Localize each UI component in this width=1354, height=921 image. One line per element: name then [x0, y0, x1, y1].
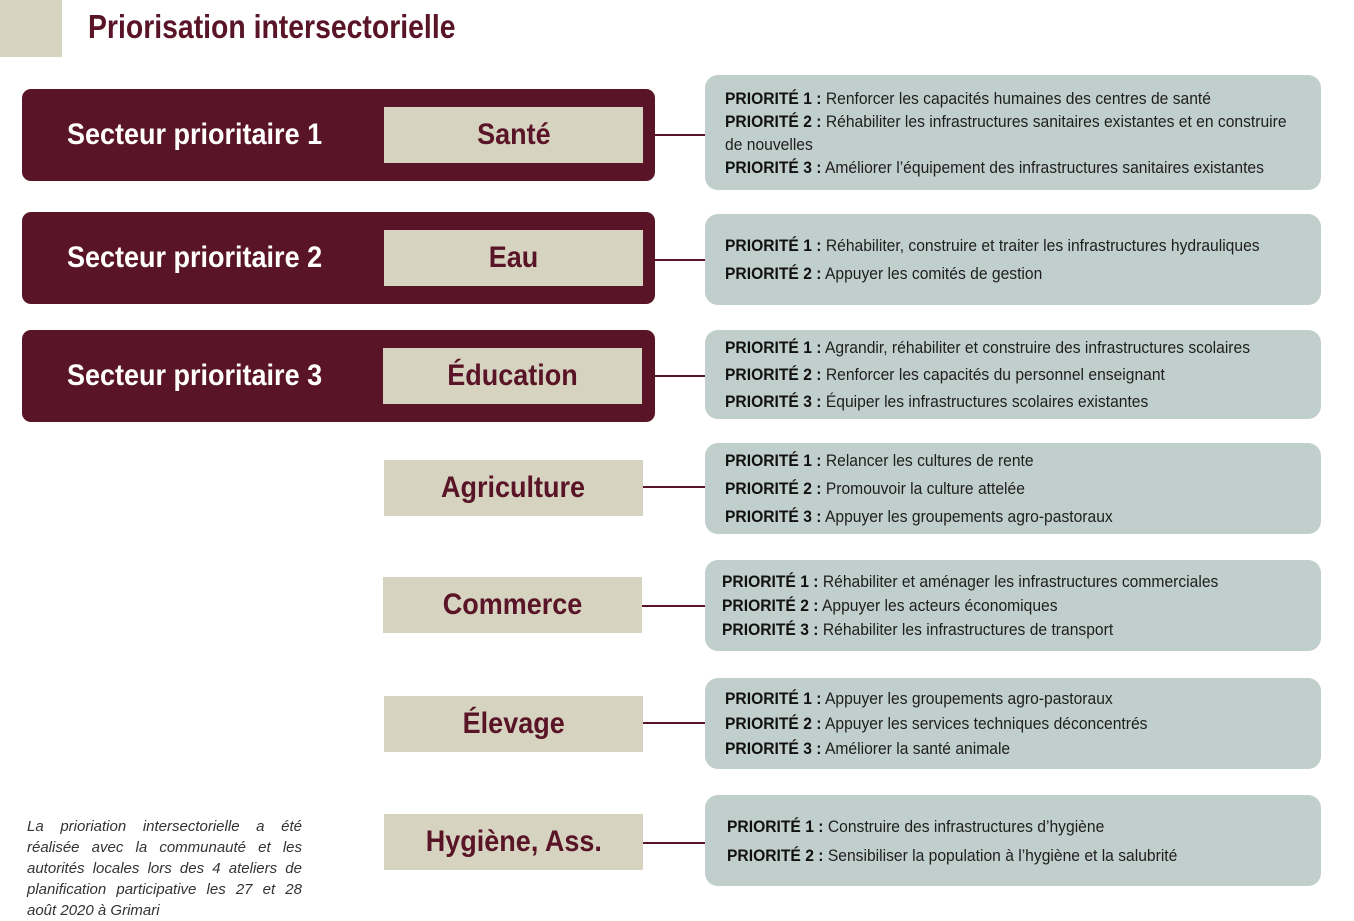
priority-line: PRIORITÉ 2 : Promouvoir la culture attelée: [725, 478, 1025, 498]
priority-line: PRIORITÉ 1 : Construire des infrastructures d’hygiène: [727, 816, 1105, 836]
sector-name-sante: Santé: [384, 107, 643, 163]
sector-label-1: Secteur prioritaire 1: [67, 118, 323, 151]
sector-name-hygiene: Hygiène, Ass.: [384, 814, 643, 870]
connector-eau: [643, 259, 705, 261]
sector-label-2: Secteur prioritaire 2: [67, 241, 323, 274]
priority-box-education: [705, 330, 1321, 419]
priority-line: PRIORITÉ 1 : Appuyer les groupements agro-pastoraux: [725, 689, 1113, 708]
priority-box-agriculture: [705, 443, 1321, 534]
priority-line: PRIORITÉ 3 : Réhabiliter les infrastructures de transport: [722, 619, 1114, 639]
sector-label-3: Secteur prioritaire 3: [67, 359, 323, 392]
priority-line: PRIORITÉ 2 : Appuyer les services techniques déconcentrés: [725, 714, 1148, 733]
sector-name-eau: Eau: [384, 230, 643, 286]
connector-hygiene: [643, 842, 705, 844]
methodology-note: La prioriation intersectorielle a été réalisée avec la communauté et les autorités locales lors des 4 ateliers de planification participative les 27 et 28 août 2020 à Grimari: [27, 818, 302, 919]
connector-sante: [643, 134, 705, 136]
priority-line: PRIORITÉ 3 : Appuyer les groupements agro-pastoraux: [725, 506, 1113, 526]
priority-line: PRIORITÉ 2 : Appuyer les comités de gestion: [725, 263, 1043, 283]
priority-line: PRIORITÉ 1 : Agrandir, réhabiliter et construire des infrastructures scolaires: [725, 338, 1251, 357]
connector-commerce: [642, 605, 705, 607]
title-accent-square: [0, 0, 62, 57]
priority-line: PRIORITÉ 2 : Sensibiliser la population à l’hygiène et la salubrité: [727, 845, 1178, 865]
connector-elevage: [643, 722, 705, 724]
priority-line: PRIORITÉ 3 : Améliorer l’équipement des infrastructures sanitaires existantes: [725, 157, 1264, 177]
priority-line: PRIORITÉ 1 : Relancer les cultures de rente: [725, 450, 1034, 470]
priority-box-commerce: [705, 560, 1321, 651]
priority-line: PRIORITÉ 2 : Réhabiliter les infrastructures sanitaires existantes et en construire de nouvelles: [725, 111, 1287, 154]
sector-name-education: Éducation: [383, 348, 642, 404]
connector-agriculture: [643, 486, 705, 488]
sector-name-commerce: Commerce: [383, 577, 642, 633]
page-title: Priorisation intersectorielle: [88, 8, 456, 45]
priority-line: PRIORITÉ 1 : Renforcer les capacités humaines des centres de santé: [725, 88, 1211, 108]
priority-line: PRIORITÉ 1 : Réhabiliter et aménager les infrastructures commerciales: [722, 571, 1219, 591]
priority-line: PRIORITÉ 3 : Équiper les infrastructures scolaires existantes: [725, 392, 1149, 411]
priority-box-sante: [705, 75, 1321, 190]
sector-name-agriculture: Agriculture: [384, 460, 643, 516]
priority-box-eau: [705, 214, 1321, 305]
sector-name-elevage: Élevage: [384, 696, 643, 752]
priority-line: PRIORITÉ 2 : Appuyer les acteurs économiques: [722, 595, 1058, 615]
priority-box-elevage: [705, 678, 1321, 769]
connector-education: [642, 375, 705, 377]
priority-line: PRIORITÉ 1 : Réhabiliter, construire et traiter les infrastructures hydrauliques: [725, 235, 1260, 255]
priority-line: PRIORITÉ 3 : Améliorer la santé animale: [725, 739, 1011, 758]
priority-box-hygiene: [705, 795, 1321, 886]
priority-line: PRIORITÉ 2 : Renforcer les capacités du personnel enseignant: [725, 365, 1165, 384]
